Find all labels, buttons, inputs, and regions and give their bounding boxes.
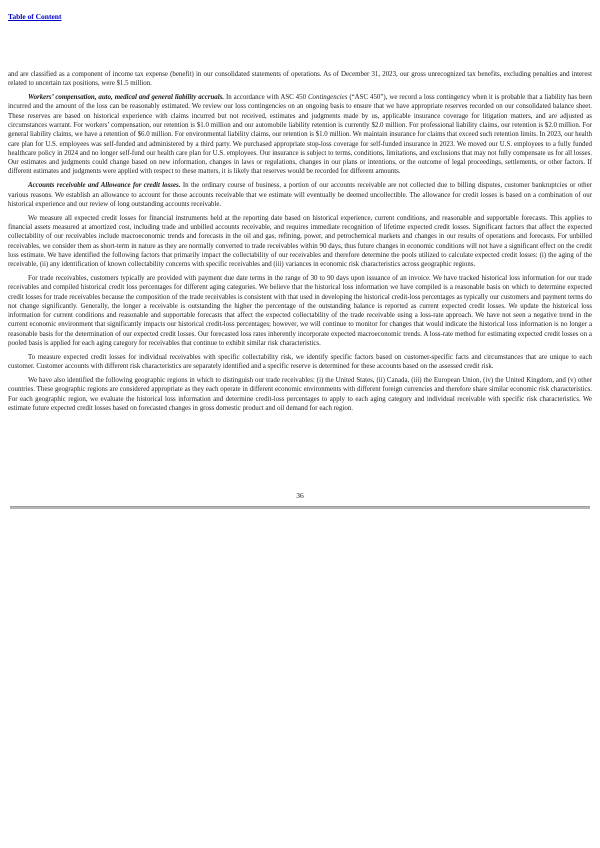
paragraph — [8, 274, 592, 348]
paragraph — [8, 376, 592, 413]
paragraph — [8, 181, 592, 209]
paragraph-text: To measure expected credit losses for individual receivables with specific collectability risk, we identify specific factors based on customer-specific facts and circumstances that are unique to each customer. Customer accounts with different risk characteristics are separately identified and a specific reserve is determined for these accounts based on the assessed credit risk. — [8, 353, 592, 371]
paragraph-text: We measure all expected credit losses for financial instruments held at the reporting date based on historical experience, current conditions, and reasonable and supportable forecasts. This applies to financial assets measured at amortized cost, including trade and unbilled accounts receivable, and requires immediate recognition of lifetime expected credit losses. Significant factors that affect the expected collectability of our receivables include macroeconomic trends and forecasts in the oil and gas, refining, power, and petrochemical markets and changes in our results of operations and forecasts. For unbilled receivables, we consider them as short-term in nature as they are normally converted to trade receivables within 90 days, thus future changes in economic conditions will not have a significant effect on the credit loss estimate. We have identified the following factors that primarily impact the collectability of our receivables and therefore determine the pools utilized to calculate expected credit losses: (i) the aging of the receivable, (ii) any identification of known collectability concerns with specific receivables and (iii) variances in economic risk characteristics across geographic regions. — [8, 214, 592, 269]
paragraph — [8, 214, 592, 270]
table-of-contents-link[interactable]: Table of Content — [8, 12, 62, 21]
footer-divider — [10, 506, 590, 509]
paragraph-lead-text: Workers’ compensation, auto, medical and general liability accruals. — [28, 94, 225, 102]
document-body — [8, 70, 592, 418]
paragraph-text: In the ordinary course of business, a portion of our accounts receivable are not collected due to billing disputes, customer bankruptcies or other various reasons. We establish an allowance to account for those accounts receivable that we estimate will eventually be deemed uncollectible. The allowance for credit losses is based on a combination of our historical experience and our review of long outstanding accounts receivable. — [8, 182, 592, 208]
paragraph-text: Contingencies — [307, 94, 348, 102]
paragraph-text: We have also identified the following geographic regions in which to distinguish our trade receivables: (i) the United States, (ii) Canada, (iii) the European Union, (iv) the United Kingdom, and (v) other countries. These geographic regions are considered appropriate as they each operate in different economic environments with different foreign currencies and therefore share similar economic risk characteristics. For each geographic region, we evaluate the historical loss information and determine credit-loss percentages to apply to each aging category and individual receivable with specific risk characteristics. We estimate future expected credit losses based on forecasted changes in gross domestic product and oil demand for each region. — [8, 376, 592, 412]
paragraph — [8, 353, 592, 372]
paragraph — [8, 70, 592, 89]
paragraph-text: In accordance with ASC 450 — [224, 94, 308, 102]
paragraph-text: and are classified as a component of income tax expense (benefit) in our consolidated statements of operations. As of December 31, 2023, our gross unrecognized tax benefits, excluding penalties and interest related to uncertain tax positions, were $1.5 million. — [8, 71, 592, 88]
paragraph-lead-text: Accounts receivable and Allowance for credit losses. — [28, 182, 181, 190]
paragraph-text: (“ASC 450”), we record a loss contingency when it is probable that a liability has been incurred and the amount of the loss can be reasonably estimated. We review our loss contingencies on an ongoing basis to ensure that we have appropriate reserves recorded on our consolidated balance sheet. These reserves are based on historical experience with claims incurred but not received, estimates and judgments made by us, applicable insurance coverage for litigation matters, and are adjusted as circumstances warrant. For workers’ compensation, our retention is $1.0 million and our automobile liability retention is currently $2.0 million. For professional liability claims, our retention is $2.0 million. For general liability claims, we have a retention of $6.0 million. For environmental liability claims, our retention is $1.0 million. We maintain insurance for claims that exceed such retention limits. In 2023, our health care plan for U.S. employees was self-funded and administered by a third party. We purchased appropriate stop-loss coverage for self-funded insurance in 2023. We moved our U.S. employees to a fully funded healthcare policy in 2024 and no longer self-fund our health care plan for U.S. employees. Our insurance is subject to terms, conditions, limitations, and exclusions that may not fully compensate us for all losses. Our estimates and judgments could change based on new information, changes in laws or regulations, changes in our plans or intentions, or the outcome of legal proceedings, settlements, or other factors. If different estimates and judgments were applied with respect to these matters, it is likely that reserves would be recorded for different amounts. — [8, 94, 592, 176]
paragraph — [8, 93, 592, 177]
paragraph-text: For trade receivables, customers typically are provided with payment due date terms in the range of 30 to 90 days upon issuance of an invoice. We have tracked historical loss information for our trade receivables and compiled historical credit loss percentages for different aging categories. We believe that the historical loss information we have compiled is a reasonable basis on which to determine expected credit losses for trade receivables because the composition of the trade receivables is consistent with that used in developing the historical credit-loss percentages as typically our customers and payment terms do not change significantly. Generally, the longer a receivable is outstanding the higher the percentage of the outstanding balance is reported as current expected credit losses. We update the historical loss information for current conditions and reasonable and supportable forecasts that affect the expected collectability of the trade receivable using a loss-rate approach. We have not seen a negative trend in the current economic environment that significantly impacts our historical credit-loss percentages; however, we will continue to monitor for changes that would indicate the historical loss information is no longer a reasonable basis for the determination of our expected credit losses. Our forecasted loss rates inherently incorporate expected macroeconomic trends. A loss-rate method for estimating expected credit losses on a pooled basis is applied for each aging category for receivables that continue to exhibit similar risk characteristics. — [8, 274, 592, 348]
page-number: 36 — [296, 491, 304, 500]
